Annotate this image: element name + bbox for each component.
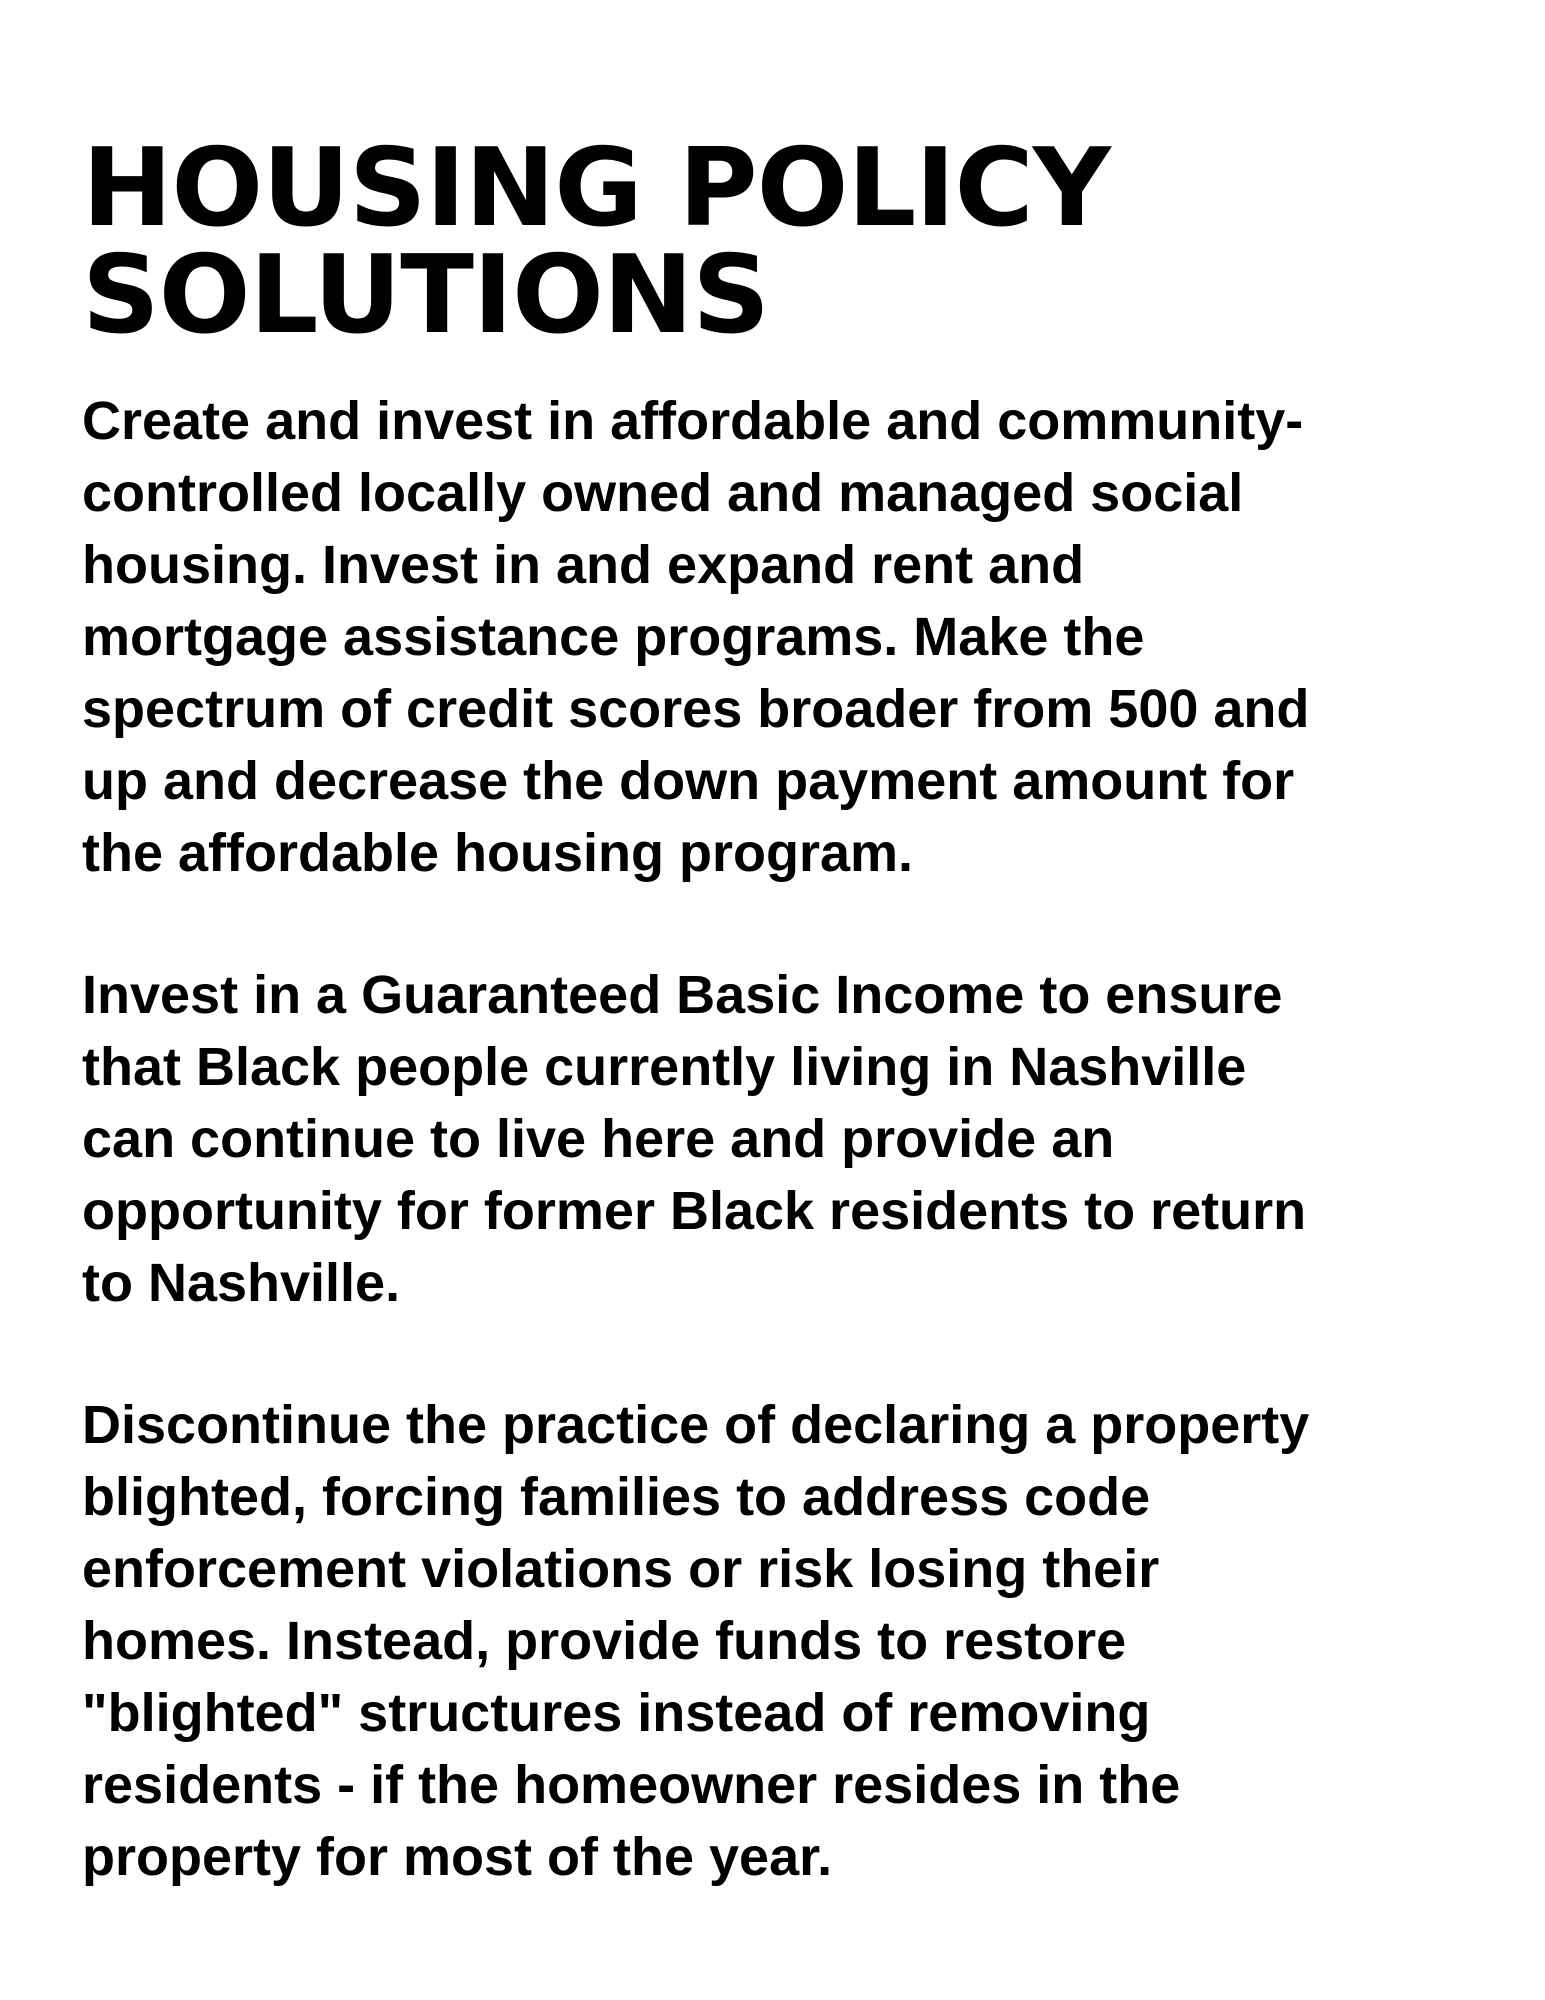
paragraph-line: up and decrease the down payment amount for [82,751,1295,811]
paragraph-line: controlled locally owned and managed social [82,463,1244,523]
paragraph-line: can continue to live here and provide an [82,1109,1115,1169]
paragraph-line: Create and invest in affordable and community- [82,391,1304,451]
paragraph-line: residents - if the homeowner resides in the [82,1755,1181,1815]
paragraph-line: that Black people currently living in Nashville [82,1037,1247,1097]
policy-paragraph-social-housing [82,385,1465,889]
paragraph-line: property for most of the year. [82,1827,833,1887]
paragraph-line: to Nashville. [82,1253,401,1313]
paragraph-line: blighted, forcing families to address code [82,1467,1151,1527]
policy-paragraph-basic-income [82,959,1465,1319]
paragraph-line: opportunity for former Black residents to return [82,1181,1307,1241]
paragraph-line: Invest in a Guaranteed Basic Income to ensure [82,965,1283,1025]
policy-paragraph-blight [82,1389,1465,1893]
paragraph-line: the affordable housing program. [82,823,914,883]
paragraph-line: mortgage assistance programs. Make the [82,607,1145,667]
paragraph-line: enforcement violations or risk losing their [82,1539,1160,1599]
paragraph-line: "blighted" structures instead of removing [82,1683,1151,1743]
paragraph-line: Discontinue the practice of declaring a property [82,1395,1310,1455]
paragraph-line: homes. Instead, provide funds to restore [82,1611,1127,1671]
page-title [82,126,1465,358]
paragraph-line: spectrum of credit scores broader from 500 and [82,679,1310,739]
title-line: SOLUTIONS [82,233,770,358]
paragraph-line: housing. Invest in and expand rent and [82,535,1085,595]
title-line: HOUSING POLICY [82,126,1110,251]
